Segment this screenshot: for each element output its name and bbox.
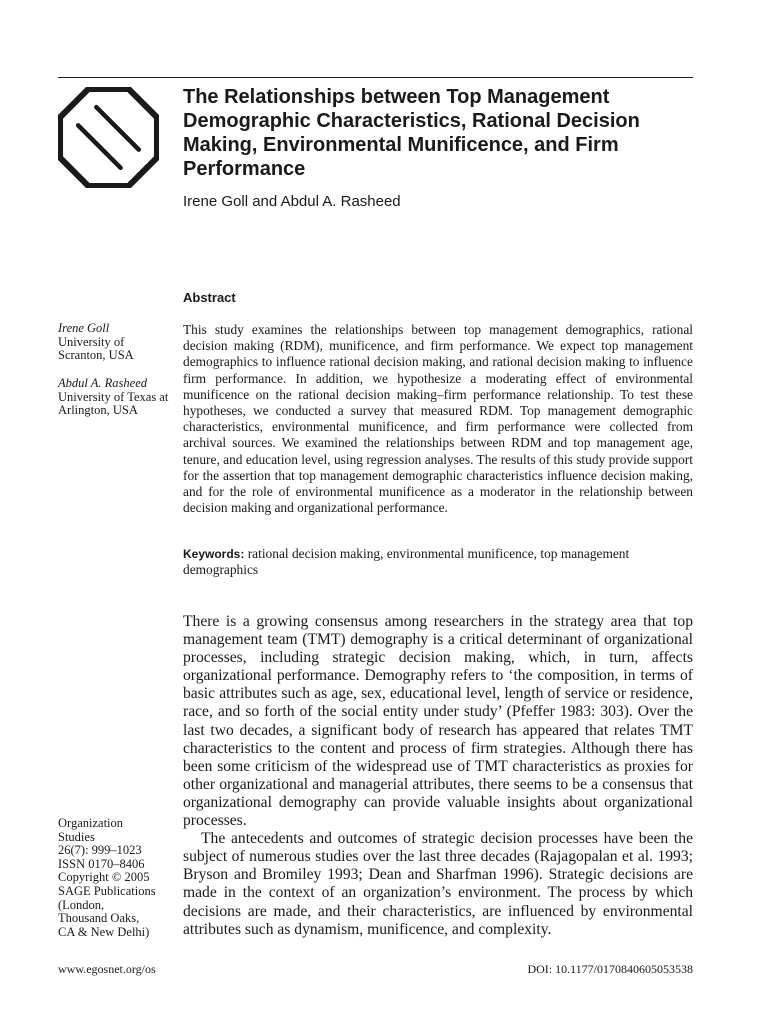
journal-info-line: Studies — [58, 829, 95, 844]
affiliation-goll — [58, 322, 170, 363]
journal-info-line: Organization — [58, 816, 124, 830]
affiliation-institution: University of Texas at Arlington, USA — [58, 389, 169, 418]
journal-info-line: Copyright © 2005 — [58, 870, 150, 885]
footer-url: www.egosnet.org/os — [58, 962, 156, 976]
affiliation-name: Irene Goll — [58, 321, 110, 335]
abstract-heading: Abstract — [183, 290, 236, 305]
journal-info-line: CA & New Delhi) — [58, 924, 150, 939]
journal-info-line: 26(7): 999–1023 — [58, 843, 142, 858]
header-rule — [58, 77, 693, 78]
affiliation-name: Abdul A. Rasheed — [58, 376, 147, 390]
journal-info-line: Thousand Oaks, — [58, 911, 140, 926]
journal-info — [58, 817, 170, 939]
article-title: The Relationships between Top Management Demographic Characteristics, Rational Decision Making, Environmental Munificence, and Firm Performance — [183, 86, 640, 180]
keywords-text: rational decision making, environmental munificence, top management demographics — [183, 546, 630, 578]
keywords — [183, 546, 693, 578]
body-text — [183, 613, 693, 939]
body-paragraph: The antecedents and outcomes of strategic decision processes have been the subject of numerous studies over the last three decades (Rajagopalan et al. 1993; Bryson and Bromiley 1993; Dean and Sharfman 1996). Strategic decisions are made in the context of an organization’s environment. The process by which decisions are made, and their characteristics, are influenced by environmental attributes such as dynamism, munificence, and complexity. — [183, 830, 693, 938]
journal-info-line: (London, — [58, 897, 105, 912]
article-authors: Irene Goll and Abdul A. Rasheed — [183, 193, 401, 210]
journal-logo-icon — [58, 87, 159, 188]
footer-doi: DOI: 10.1177/0170840605053538 — [527, 962, 693, 976]
body-paragraph: There is a growing consensus among researchers in the strategy area that top management team (TMT) demography is a critical determinant of organizational processes, including strategic decision making, which, in turn, affects organizational performance. Demography refers to ‘the composition, in terms of basic attributes such as age, sex, educational level, length of service or residence, race, and so forth of the social entity under study’ (Pfeffer 1983: 303). Over the last two decades, a significant body of research has appeared that relates TMT characteristics to the content and process of firm strategies. Although there has been some criticism of the widespread use of TMT characteristics as proxies for other organizational and managerial attributes, there seems to be a consensus that organizational demography can provide valuable insights about organizational processes. — [183, 613, 693, 830]
affiliation-institution: University of Scranton, USA — [58, 334, 134, 363]
keywords-label: Keywords: — [183, 547, 245, 561]
journal-info-line: SAGE Publications — [58, 883, 156, 898]
journal-info-line: ISSN 0170–8406 — [58, 856, 145, 871]
abstract-text: This study examines the relationships between top management demographics, rational decision making (RDM), munificence, and firm performance. We expect top management demographics to influence rational decision making, and rational decision making to influence firm performance. In addition, we hypothesize a moderating effect of environmental munificence on the rational decision making–firm performance relationship. To test these hypotheses, we conducted a survey that measured RDM. Top management demographic characteristics, environmental munificence, and firm performance were collected from archival sources. We examined the relationships between RDM and top management age, tenure, and education level, using regression analyses. The results of this study provide support for the assertion that top management demographic characteristics influence decision making, and for the role of environmental munificence as a moderator in the relationship between decision making and organizational performance. — [183, 322, 693, 516]
affiliation-rasheed — [58, 377, 170, 418]
